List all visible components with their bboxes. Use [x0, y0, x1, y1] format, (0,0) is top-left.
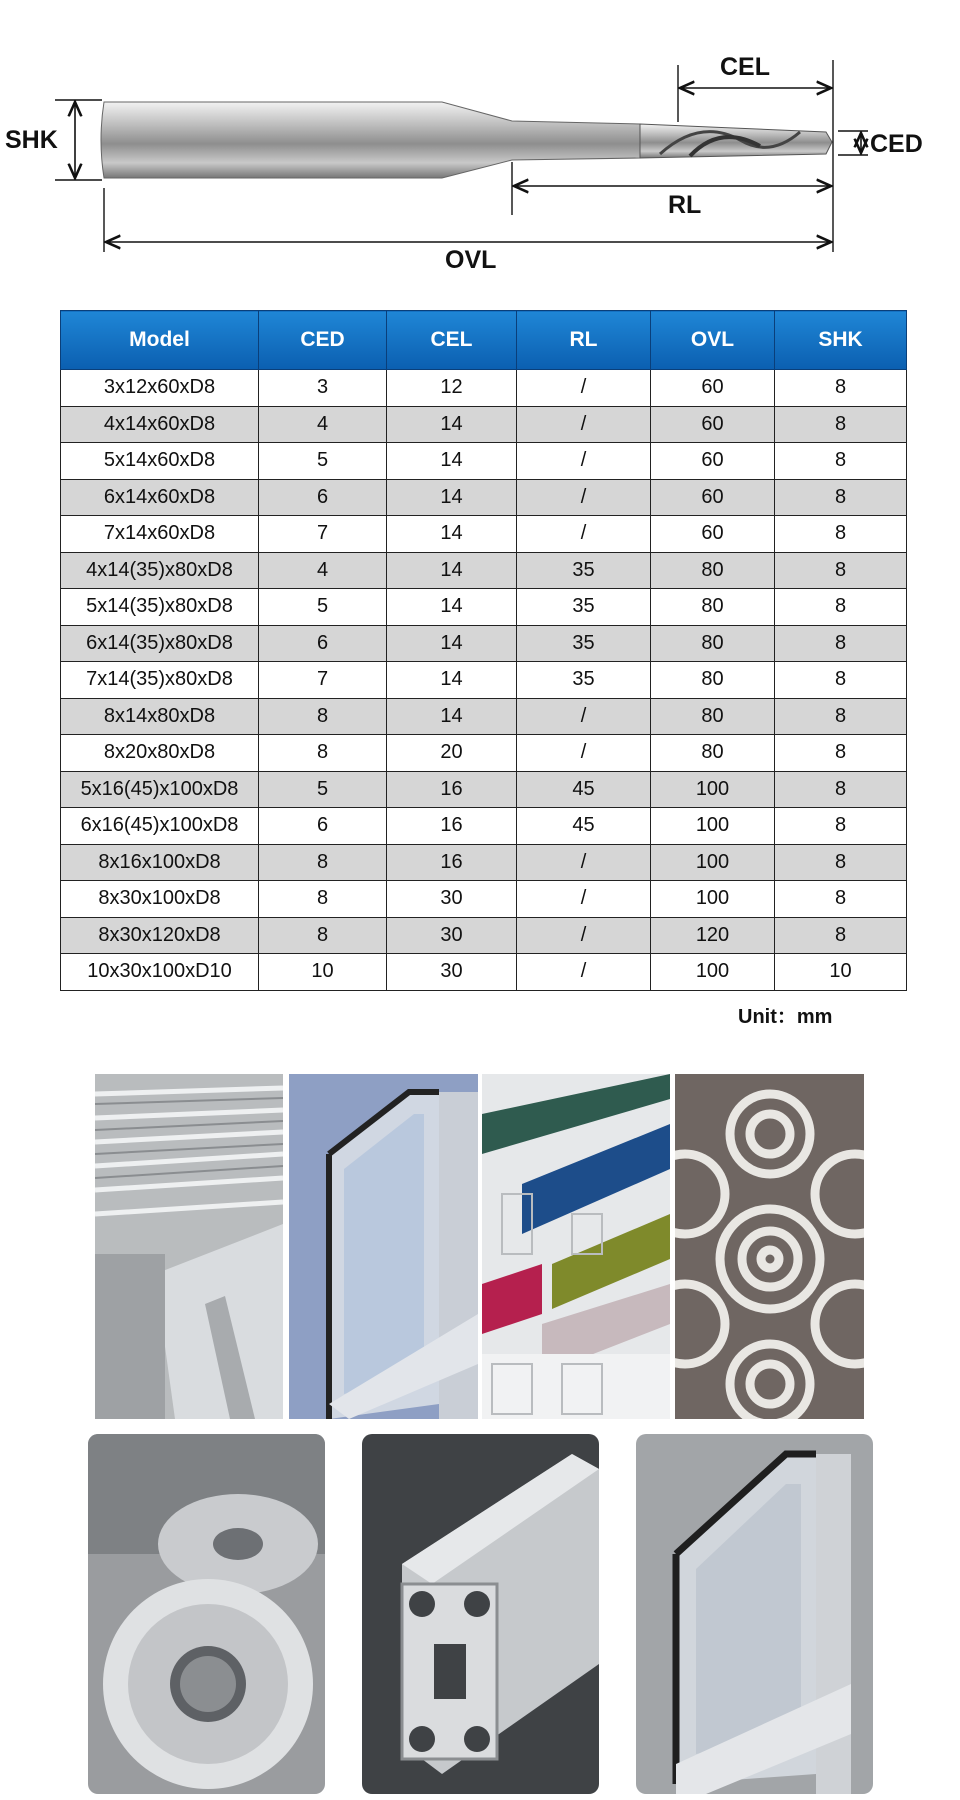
table-row	[61, 479, 907, 516]
cell-cel: 14	[387, 406, 517, 443]
cell-model: 6x16(45)x100xD8	[61, 808, 259, 845]
cell-cel: 14	[387, 443, 517, 480]
cell-rl: /	[517, 881, 651, 918]
rl-label: RL	[668, 191, 702, 219]
header-model: Model	[61, 311, 259, 370]
cell-ced: 5	[259, 443, 387, 480]
table-row	[61, 771, 907, 808]
table-row	[61, 370, 907, 407]
cell-shk: 8	[775, 516, 907, 553]
cell-shk: 10	[775, 954, 907, 991]
unit-label: Unit：mm	[738, 1006, 833, 1028]
table-row	[61, 443, 907, 480]
cell-shk: 8	[775, 625, 907, 662]
cell-model: 10x30x100xD10	[61, 954, 259, 991]
header-cel: CEL	[387, 311, 517, 370]
cell-cel: 16	[387, 844, 517, 881]
cell-model: 5x14(35)x80xD8	[61, 589, 259, 626]
header-rl: RL	[517, 311, 651, 370]
cell-ced: 7	[259, 516, 387, 553]
cell-cel: 14	[387, 479, 517, 516]
cell-cel: 14	[387, 698, 517, 735]
cell-rl: 35	[517, 625, 651, 662]
cell-ced: 8	[259, 698, 387, 735]
cell-ced: 10	[259, 954, 387, 991]
cell-model: 8x20x80xD8	[61, 735, 259, 772]
cell-rl: 45	[517, 771, 651, 808]
cell-shk: 8	[775, 698, 907, 735]
cell-shk: 8	[775, 589, 907, 626]
cell-ovl: 100	[651, 771, 775, 808]
cell-model: 8x16x100xD8	[61, 844, 259, 881]
cell-ced: 4	[259, 406, 387, 443]
cell-shk: 8	[775, 443, 907, 480]
cell-cel: 14	[387, 516, 517, 553]
cell-shk: 8	[775, 917, 907, 954]
cell-rl: /	[517, 479, 651, 516]
cell-cel: 14	[387, 662, 517, 699]
table-row	[61, 808, 907, 845]
cell-ovl: 80	[651, 552, 775, 589]
cell-model: 8x30x120xD8	[61, 917, 259, 954]
photo-decorative-panel-icon	[675, 1074, 864, 1419]
cell-model: 7x14x60xD8	[61, 516, 259, 553]
cell-model: 3x12x60xD8	[61, 370, 259, 407]
cell-ced: 8	[259, 844, 387, 881]
cell-shk: 8	[775, 479, 907, 516]
cell-ovl: 100	[651, 954, 775, 991]
cell-ced: 3	[259, 370, 387, 407]
photo-window-frame-grey-icon	[636, 1434, 873, 1794]
cell-rl: 35	[517, 589, 651, 626]
photo-pvc-profiles-icon	[482, 1074, 670, 1419]
cell-model: 5x16(45)x100xD8	[61, 771, 259, 808]
ced-label: CED	[870, 130, 923, 158]
ovl-label: OVL	[445, 246, 497, 274]
header-ovl: OVL	[651, 311, 775, 370]
photo-extrusion-profile-icon	[362, 1434, 599, 1794]
table-row	[61, 735, 907, 772]
cell-model: 6x14x60xD8	[61, 479, 259, 516]
cell-shk: 8	[775, 370, 907, 407]
cell-ovl: 60	[651, 443, 775, 480]
table-row	[61, 589, 907, 626]
cell-ced: 5	[259, 589, 387, 626]
cell-cel: 14	[387, 625, 517, 662]
cell-cel: 30	[387, 881, 517, 918]
cell-rl: /	[517, 698, 651, 735]
cell-ced: 6	[259, 479, 387, 516]
cell-shk: 8	[775, 406, 907, 443]
cell-ced: 5	[259, 771, 387, 808]
cell-model: 4x14(35)x80xD8	[61, 552, 259, 589]
cell-ovl: 80	[651, 589, 775, 626]
cell-rl: 35	[517, 662, 651, 699]
shk-label: SHK	[5, 126, 58, 154]
cell-rl: 35	[517, 552, 651, 589]
cell-cel: 16	[387, 771, 517, 808]
cell-shk: 8	[775, 844, 907, 881]
table-row	[61, 625, 907, 662]
cell-model: 8x30x100xD8	[61, 881, 259, 918]
cell-ovl: 60	[651, 370, 775, 407]
cell-ovl: 60	[651, 516, 775, 553]
cell-cel: 20	[387, 735, 517, 772]
cell-ovl: 100	[651, 844, 775, 881]
end-mill-body-icon	[101, 102, 832, 178]
cell-shk: 8	[775, 881, 907, 918]
photo-aluminum-coils-icon	[88, 1434, 325, 1794]
cell-rl: 45	[517, 808, 651, 845]
table-row	[61, 552, 907, 589]
cell-shk: 8	[775, 552, 907, 589]
end-mill-diagram	[0, 0, 960, 290]
cell-ovl: 80	[651, 662, 775, 699]
table-header-row	[61, 311, 907, 370]
table-row	[61, 844, 907, 881]
cell-ovl: 100	[651, 808, 775, 845]
cell-ovl: 100	[651, 881, 775, 918]
cell-ovl: 80	[651, 735, 775, 772]
header-ced: CED	[259, 311, 387, 370]
cell-rl: /	[517, 406, 651, 443]
photo-aluminum-sheets-icon	[95, 1074, 283, 1419]
cell-rl: /	[517, 844, 651, 881]
cell-cel: 30	[387, 917, 517, 954]
cell-rl: /	[517, 917, 651, 954]
cell-rl: /	[517, 370, 651, 407]
cell-ced: 8	[259, 917, 387, 954]
cell-ced: 6	[259, 625, 387, 662]
cell-shk: 8	[775, 771, 907, 808]
cell-ced: 7	[259, 662, 387, 699]
cell-cel: 12	[387, 370, 517, 407]
cell-model: 6x14(35)x80xD8	[61, 625, 259, 662]
table-row	[61, 917, 907, 954]
cell-shk: 8	[775, 735, 907, 772]
table-row	[61, 662, 907, 699]
cell-rl: /	[517, 516, 651, 553]
header-shk: SHK	[775, 311, 907, 370]
cell-ced: 8	[259, 881, 387, 918]
table-row	[61, 881, 907, 918]
cell-ced: 4	[259, 552, 387, 589]
cel-label: CEL	[720, 53, 770, 81]
cell-ced: 6	[259, 808, 387, 845]
cell-ovl: 60	[651, 479, 775, 516]
cell-cel: 14	[387, 552, 517, 589]
table-row	[61, 698, 907, 735]
cell-rl: /	[517, 443, 651, 480]
cell-cel: 14	[387, 589, 517, 626]
spec-table	[60, 310, 907, 991]
cell-ovl: 80	[651, 625, 775, 662]
cell-shk: 8	[775, 662, 907, 699]
cell-model: 5x14x60xD8	[61, 443, 259, 480]
cell-ovl: 80	[651, 698, 775, 735]
photo-window-frame-icon	[289, 1074, 478, 1419]
table-row	[61, 516, 907, 553]
cell-model: 8x14x80xD8	[61, 698, 259, 735]
cell-ovl: 60	[651, 406, 775, 443]
cell-rl: /	[517, 954, 651, 991]
cell-cel: 30	[387, 954, 517, 991]
table-row	[61, 954, 907, 991]
cell-shk: 8	[775, 808, 907, 845]
cell-ovl: 120	[651, 917, 775, 954]
cell-cel: 16	[387, 808, 517, 845]
cell-model: 7x14(35)x80xD8	[61, 662, 259, 699]
cell-rl: /	[517, 735, 651, 772]
cell-model: 4x14x60xD8	[61, 406, 259, 443]
cell-ced: 8	[259, 735, 387, 772]
table-row	[61, 406, 907, 443]
